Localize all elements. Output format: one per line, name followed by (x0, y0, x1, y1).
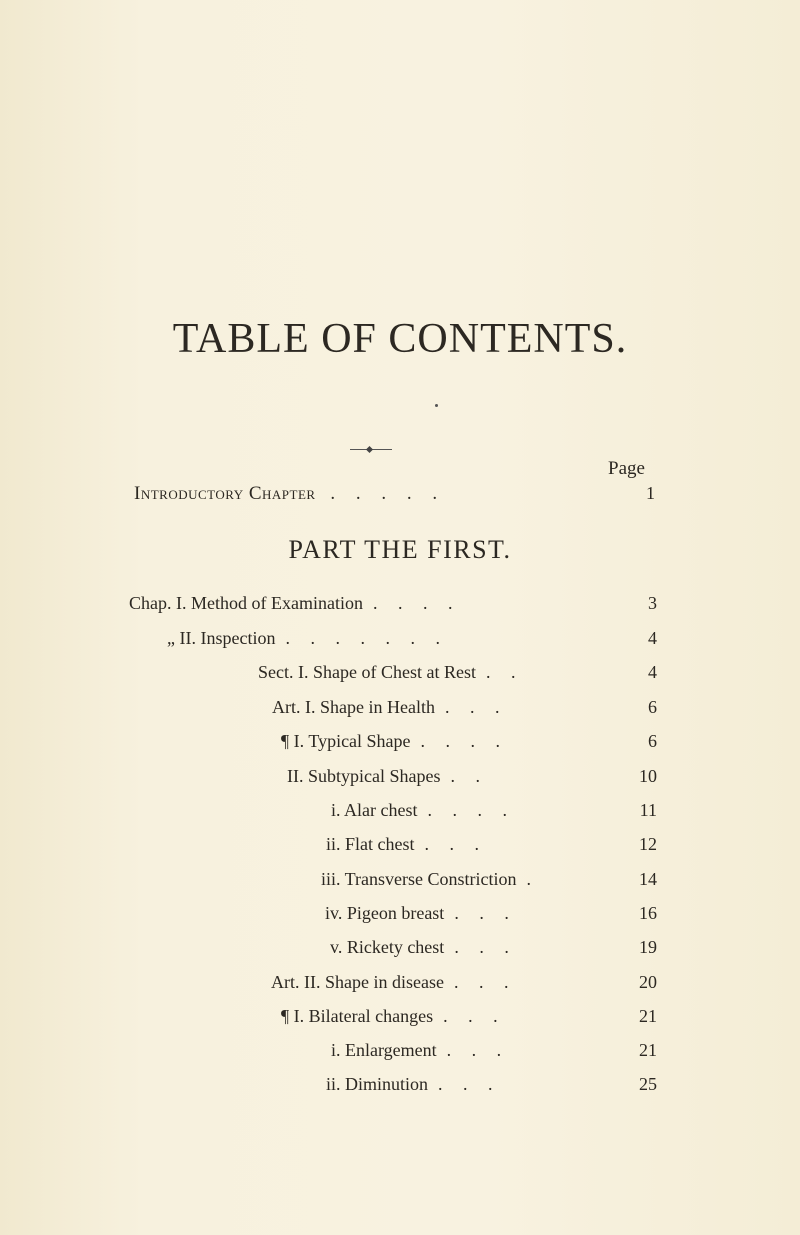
toc-page-number: 19 (639, 937, 657, 957)
toc-entry (326, 1074, 501, 1095)
toc-page-number: 3 (648, 593, 657, 613)
toc-page-number: 21 (639, 1006, 657, 1026)
toc-page-number: 21 (639, 1040, 657, 1060)
toc-leader: . . . (454, 937, 517, 957)
toc-entry (331, 1040, 509, 1061)
ornament-dot (435, 404, 438, 407)
toc-page-number: 4 (648, 662, 657, 682)
toc-entry-label: ii. Diminution (326, 1074, 429, 1094)
toc-leader: . . . (453, 972, 517, 992)
toc-entry (281, 731, 508, 752)
part-title: PART THE FIRST. (288, 535, 512, 564)
toc-page-number: 25 (639, 1074, 657, 1094)
toc-entry-label: Chap. I. Method of Examination (129, 593, 363, 613)
toc-entry (281, 1006, 506, 1027)
toc-page-number: 11 (639, 800, 657, 820)
ornament-rule (350, 449, 392, 450)
toc-page-number: 4 (648, 628, 657, 648)
toc-leader: . . . (446, 1040, 510, 1060)
toc-entry (272, 697, 507, 718)
toc-entry-label: v. Rickety chest (330, 937, 445, 957)
toc-leader: . . . . (420, 731, 509, 751)
toc-leader: . (526, 869, 540, 889)
toc-entry (325, 903, 517, 924)
intro-page: 1 (646, 483, 655, 503)
toc-page-number: 6 (648, 731, 657, 751)
toc-page-number: 10 (639, 766, 657, 786)
toc-leader: . . (485, 662, 524, 682)
toc-entry-label: i. Enlargement (331, 1040, 437, 1060)
toc-entry (129, 593, 460, 614)
toc-leader: . . . (454, 903, 517, 923)
toc-leader: . . . . (372, 593, 461, 613)
intro-entry (134, 483, 654, 505)
toc-leader: . . . (444, 697, 508, 717)
toc-entry (271, 972, 516, 993)
toc-entry-label: Sect. I. Shape of Chest at Rest (258, 662, 476, 682)
toc-page-number: 16 (639, 903, 657, 923)
toc-leader: . . . (443, 1006, 506, 1026)
toc-entry-label: ¶ I. Typical Shape (281, 731, 411, 751)
toc-page-number: 14 (639, 869, 657, 889)
toc-entry-label: „ II. Inspection (167, 628, 276, 648)
toc-entry (258, 662, 523, 683)
toc-entry-label: i. Alar chest (331, 800, 418, 820)
toc-entry-label: ¶ I. Bilateral changes (281, 1006, 434, 1026)
toc-entry-label: Art. II. Shape in disease (271, 972, 444, 992)
toc-entry (321, 869, 539, 890)
toc-page-number: 20 (639, 972, 657, 992)
intro-label: Introductory Chapter (134, 483, 316, 504)
toc-page-number: 6 (648, 697, 657, 717)
toc-entry (331, 800, 515, 821)
page-column-label: Page (608, 458, 645, 479)
toc-page-number: 12 (639, 834, 657, 854)
toc-leader: . . . (438, 1074, 501, 1094)
toc-leader: . . . . (427, 800, 515, 820)
toc-leader: . . . (424, 834, 487, 854)
toc-entry-label: iii. Transverse Constriction (321, 869, 517, 889)
toc-leader: . . . . . . . (285, 628, 448, 648)
toc-leader: . . (450, 766, 488, 786)
intro-leader: . . . . . (330, 483, 446, 504)
toc-entry (326, 834, 487, 855)
toc-entry-label: ii. Flat chest (326, 834, 415, 854)
toc-entry-label: iv. Pigeon breast (325, 903, 445, 923)
toc-entry-label: II. Subtypical Shapes (287, 766, 441, 786)
toc-entry (330, 937, 517, 958)
toc-entry (287, 766, 488, 787)
toc-entry (167, 628, 448, 649)
page-title: TABLE OF CONTENTS. (172, 316, 628, 362)
toc-entry-label: Art. I. Shape in Health (272, 697, 435, 717)
